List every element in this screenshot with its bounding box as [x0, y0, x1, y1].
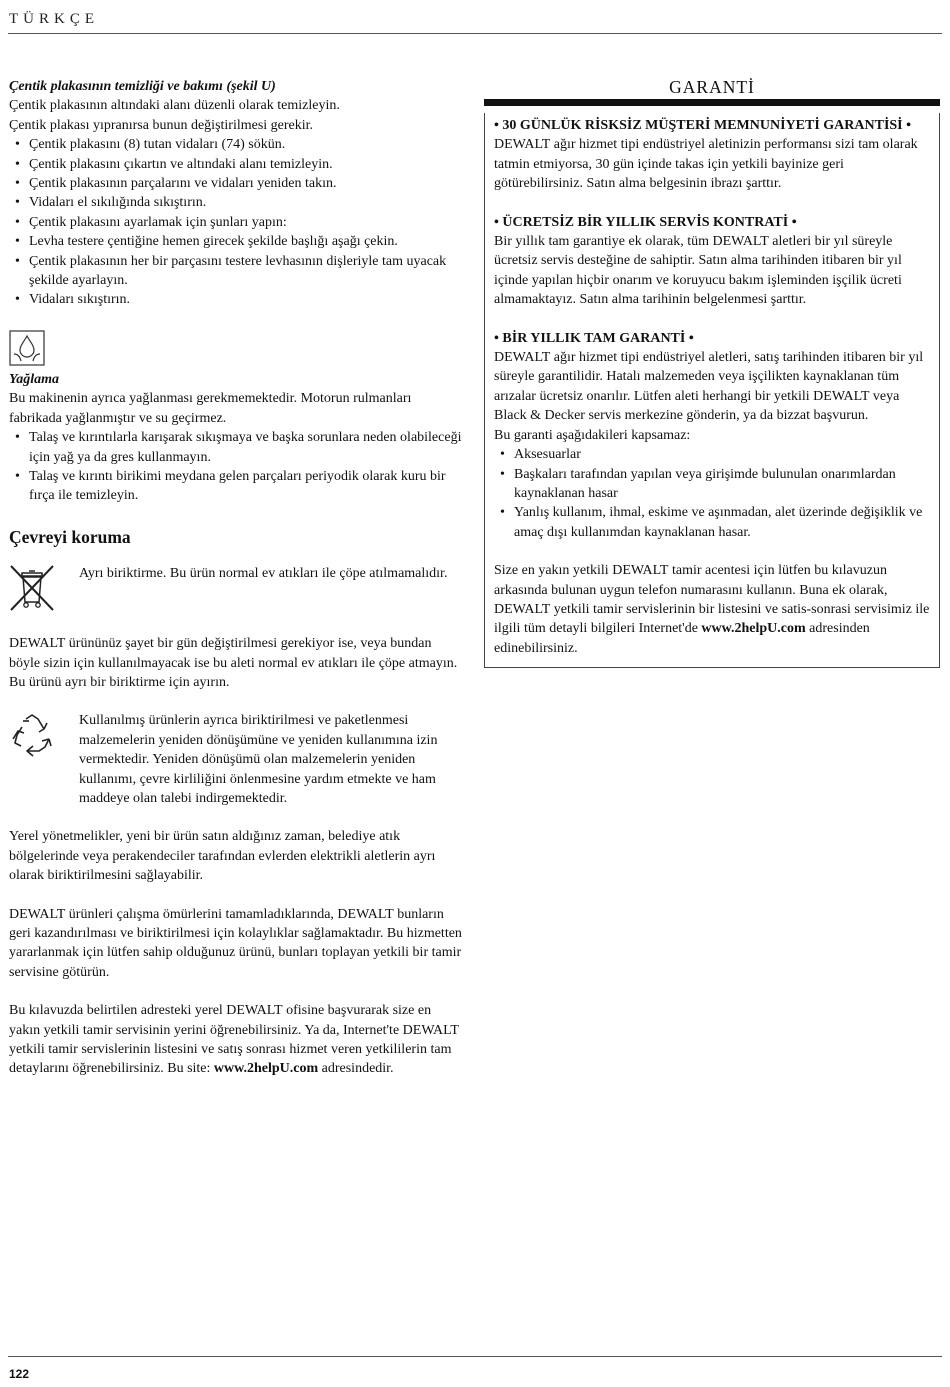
list-item: • Aksesuarlar: [494, 445, 930, 464]
garanti-s3-p2: Bu garanti aşağıdakileri kapsamaz:: [494, 427, 691, 443]
garanti-s1-heading: • 30 GÜNLÜK RİSKSİZ MÜŞTERİ MEMNUNİYETİ GARANTİSİ •: [494, 118, 912, 133]
brand-rest: EWALT: [504, 137, 551, 153]
cevre-title: Çevreyi koruma: [9, 526, 131, 547]
brand-rest: EWALT: [504, 601, 551, 617]
bin-text: Ayrı biriktirme. Bu ürün normal ev atıkları ile çöpe atılmamalıdır.: [79, 565, 448, 581]
cevre-p4-text: ofisine başvurarak size en yakın yetkili tamir servisinin yerini öğrenebilirsiniz. Ya da, Internet'te D: [9, 1003, 432, 1038]
cevre-p1-text: ürününüz şayet bir gün değiştirilmesi gerekiyor ise, veya bundan böyle sizin için kullanılmayacak ise bu aleti normal ev atıkları ile çöpe atmayın. Bu ürünü ayrı bir biriktirme için ayırın.: [9, 636, 458, 690]
cevre-p4: [9, 1001, 465, 1079]
list-item: • Çentik plakasının her bir parçasını testere levhasının dişleriyle tam uyacak şekilde ayarlayın.: [9, 252, 465, 291]
cevre-p3-text: ürünleri çalışma ömürlerini tamamladıklarında, D: [65, 906, 348, 922]
garanti-s4-body: adresinden edinebilirsiniz.: [494, 621, 870, 656]
brand-initial: D: [9, 636, 20, 652]
list-item: • Vidaları sıkıştırın.: [9, 290, 465, 309]
garanti-s4-body: yetkili tamir servislerinin bir listesini ve satis-sonrasi servisimiz ile ilgili tüm detayli bilgileri Internet'de: [494, 601, 930, 637]
garanti-s3-text: [494, 348, 930, 426]
yaglama-title: Yağlama: [9, 371, 60, 387]
garanti-s2-body: Bir yıllık tam garantiye ek olarak, tüm D: [494, 234, 723, 250]
left-column: [9, 77, 465, 1079]
header-language: TÜRKÇE: [9, 11, 99, 27]
cevre-p1: [9, 634, 465, 692]
garanti-s4-body: Size en yakın yetkili D: [494, 563, 623, 579]
brand-rest: EWALT: [504, 350, 551, 366]
yaglama-list: [9, 428, 465, 506]
recycle-row: [9, 711, 465, 808]
garanti-s4-body: tamir acentesi için lütfen bu kılavuzun arkasında bulunan uygun telefon numarasını kullanın. Buna ek olarak, D: [494, 563, 888, 617]
list-item: • Talaş ve kırıntı birikimi meydana gelen parçaları periyodik olarak kuru bir fırça ile temizleyin.: [9, 467, 465, 506]
cevre-p3: [9, 905, 465, 983]
crossed-bin-icon: [9, 564, 79, 618]
oil-drop-icon: [9, 330, 45, 366]
garanti-s1-text: [494, 135, 930, 193]
centik-list: [9, 135, 465, 310]
garanti-s1-body: ağır hizmet tipi endüstriyel aletinizin performansı sizi tam olarak tatmin etmiyorsa, 30 gün içinde takas için yetkili bayinize geri götürebilirsiniz. Satın alma belgesinin ibrazı şarttır.: [494, 137, 918, 192]
list-item: • Çentik plakasının parçalarını ve vidaları yeniden takın.: [9, 174, 465, 193]
garanti-s2-text: [494, 232, 930, 310]
garanti-s4-text: [494, 561, 930, 658]
list-item: • Levha testere çentiğine hemen girecek şekilde başlığı aşağı çekin.: [9, 232, 465, 251]
garanti-box: [484, 113, 940, 668]
yaglama-p1: Bu makinenin ayrıca yağlanması gerekmemektedir. Motorun rulmanları fabrikada yağlanmıştır ve su geçirmez.: [9, 391, 412, 426]
garanti-s3-heading: • BİR YILLIK TAM GARANTİ •: [494, 330, 694, 346]
garanti-bar: [484, 99, 940, 106]
garanti-s3-body: ağır hizmet tipi endüstriyel aletleri, satış tarihinden itibaren bir yıl süreyle garantilidir. Hatalı malzemeden veya işçilikten kaynaklanan tüm arızalar ücretsiz onarılır. Lütfen aleti herhangi bir yetkili D: [494, 350, 924, 404]
brand-rest: EWALT: [19, 906, 66, 922]
list-item: • Çentik plakasını çıkartın ve altındaki alanı temizleyin.: [9, 155, 465, 174]
garanti-s2-heading: • ÜCRETSİZ BİR YILLIK SERVİS KONTRATİ •: [494, 214, 797, 230]
list-item: • Talaş ve kırıntılarla karışarak sıkışmaya ve başka sorunlara neden olabileceği için yağ ya da gres kullanmayın.: [9, 428, 465, 467]
brand-initial: D: [494, 350, 505, 366]
brand-initial: D: [9, 906, 20, 922]
cevre-p3-text: bunların geri kazandırılması ve biriktirilmesi için kolaylıklar sağlamaktadır. Bu hizmetten yararlanmak için lütfen sahip olduğunuz ürünü, bunları toplayan yetkili bir tamir servisine götürün.: [9, 906, 462, 980]
list-item: • Yanlış kullanım, ihmal, eskime ve aşınmadan, alet üzerinde değişiklik ve amaç dışı kullanımdan kaynaklanan hasar.: [494, 503, 930, 542]
list-item: • Çentik plakasını (8) tutan vidaları (74) sökün.: [9, 135, 465, 154]
garanti-s3-body: veya Black & Decker servis merkezine gönderin, ya da bizzat başvurun.: [494, 388, 900, 424]
cevre-p2: Yerel yönetmelikler, yeni bir ürün satın aldığınız zaman, belediye atık bölgelerinde veya perakendeciler tarafından evlerden elektrikli aletlerin ayrı olarak biriktirilmesini sağlayabilir.: [9, 829, 436, 884]
brand-rest: EWALT: [823, 388, 870, 404]
centik-p2: Çentik plakası yıpranırsa bunun değiştirilmesi gerekir.: [9, 117, 314, 133]
brand-initial: D: [494, 137, 505, 153]
centik-p1: Çentik plakasının altındaki alanı düzenli olarak temizleyin.: [9, 98, 340, 114]
brand-rest: EWALT: [722, 234, 769, 250]
website-link[interactable]: www.2helpU.com: [701, 621, 806, 637]
garanti-s2-body: aletleri bir yıl süreyle ücretsiz servis desteğine de sahiptir. Satın alma tarihinden itibaren bir yıl içinde yapılan hiçbir onarım ve koruyucu bakım işleminden işçilik ücreti almamaktayız. Satın alma tarihinin belgelenmesi şarttır.: [494, 234, 902, 308]
brand-rest: EWALT: [412, 1022, 459, 1038]
brand-rest: EWALT: [236, 1003, 283, 1019]
right-column: [484, 76, 940, 668]
list-item: • Vidaları el sıkılığında sıkıştırın.: [9, 193, 465, 212]
footer-rule: [8, 1356, 942, 1357]
header-rule: [8, 33, 942, 34]
list-item: • Çentik plakasını ayarlamak için şunları yapın:: [9, 213, 465, 232]
recycle-text: Kullanılmış ürünlerin ayrıca biriktirilmesi ve paketlenmesi malzemelerin yeniden dönüşümüne ve yeniden kullanımına izin vermektedir. Yeniden dönüşümü olan malzemelerin yeniden kullanımı, çevre kirliliğini önlenmesine yardım etmekte ve ham maddeye olan talebi indirgemektedir.: [79, 713, 438, 806]
cevre-p4-text: yetkili tamir servislerinin listesini ve satış sonrası hizmet veren yetkililerin tam detaylarını öğrenebilirsiniz. Bu site:: [9, 1042, 452, 1077]
recycle-icon: [9, 711, 79, 763]
centik-title: Çentik plakasının temizliği ve bakımı (şekil U): [9, 79, 276, 94]
list-item: • Başkaları tarafından yapılan veya girişimde bulunulan onarımlardan kaynaklanan hasar: [494, 465, 930, 504]
website-link[interactable]: www.2helpU.com: [213, 1061, 319, 1077]
brand-rest: EWALT: [622, 563, 669, 579]
cevre-p4-text: Bu kılavuzda belirtilen adresteki yerel D: [9, 1003, 237, 1019]
cevre-p4-text: adresindedir.: [318, 1061, 394, 1077]
page-number: 122: [9, 1367, 30, 1381]
brand-rest: EWALT: [347, 906, 394, 922]
bin-row: [9, 564, 465, 618]
brand-rest: EWALT: [19, 636, 66, 652]
garanti-title: GARANTİ: [669, 77, 755, 97]
garanti-exclusions-list: [494, 445, 930, 542]
